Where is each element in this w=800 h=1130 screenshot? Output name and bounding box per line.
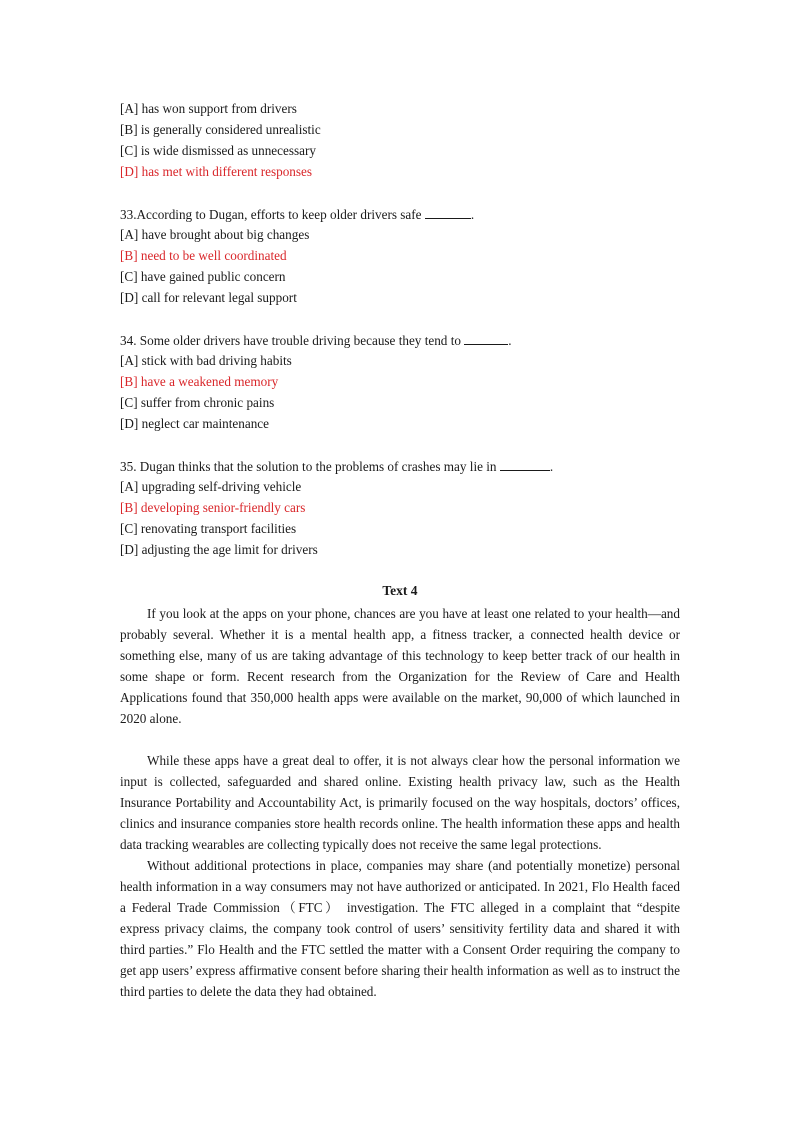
q32-option-b: [B] is generally considered unrealistic — [120, 122, 321, 137]
text4-paragraph-1: If you look at the apps on your phone, chances are you have at least one related to your health—and probably several. Whether it is a mental health app, a fitness tracker, a connected health device or something else, many of us are taking advantage of this technology to keep better track of our health in some shape or form. Recent research from the Organization for the Review of Care and Health Applications found that 350,000 health apps were available on the market, 90,000 of which launched in 2020 alone. — [120, 606, 680, 726]
q34-option-c: [C] suffer from chronic pains — [120, 395, 275, 410]
q33-option-b-answer: [B] need to be well coordinated — [120, 248, 287, 263]
q35-blank — [500, 458, 550, 471]
q34-stem-text: 34. Some older drivers have trouble driving because they tend to — [120, 333, 461, 348]
text4-paragraph-3: Without additional protections in place, companies may share (and potentially monetize) personal health information in a way consumers may not have authorized or anticipated. In 2021, Flo Health faced a Federal Trade Commission（FTC） investigation. The FTC alleged in a complaint that “despite express privacy claims, the company took control of users’ sensitivity fertility data and shared it with third parties.” Flo Health and the FTC settled the matter with a Consent Order requiring the company to get app users’ express affirmative consent before sharing their health information as well as to instruct the third parties to delete the data they had obtained. — [120, 858, 680, 999]
q32-option-a: [A] has won support from drivers — [120, 101, 297, 116]
q34-option-a: [A] stick with bad driving habits — [120, 353, 292, 368]
q33-stem-text: 33.According to Dugan, efforts to keep older drivers safe — [120, 207, 422, 222]
text4-title: Text 4 — [382, 583, 418, 598]
text4-paragraph-2: While these apps have a great deal to offer, it is not always clear how the personal information we input is collected, safeguarded and shared online. Existing health privacy law, such as the Health Insurance Portability and Accountability Act, is primarily focused on the way hospitals, doctors’ offices, clinics and insurance companies store health records online. The health information these apps and health data tracking wearables are collecting typically does not receive the same legal protections. — [120, 753, 680, 852]
q35-stem-text: 35. Dugan thinks that the solution to the problems of crashes may lie in — [120, 459, 497, 474]
q34-stem-end: . — [508, 333, 512, 348]
q35-option-b-answer: [B] developing senior-friendly cars — [120, 500, 306, 515]
q35-option-d: [D] adjusting the age limit for drivers — [120, 542, 318, 557]
q34-blank — [464, 332, 508, 345]
q33-option-d: [D] call for relevant legal support — [120, 290, 297, 305]
q35-option-a: [A] upgrading self-driving vehicle — [120, 479, 302, 494]
q34-option-b-answer: [B] have a weakened memory — [120, 374, 279, 389]
q33-blank — [425, 206, 471, 219]
q33-option-c: [C] have gained public concern — [120, 269, 286, 284]
q35-stem-end: . — [549, 459, 554, 474]
q33-stem-end: . — [470, 207, 475, 222]
q33-stem — [120, 206, 474, 223]
q34-stem — [120, 332, 512, 349]
q35-option-c: [C] renovating transport facilities — [120, 521, 297, 536]
q32-option-c: [C] is wide dismissed as unnecessary — [120, 143, 316, 158]
q32-option-d-answer: [D] has met with different responses — [120, 164, 313, 179]
q35-stem — [120, 458, 553, 475]
q33-option-a: [A] have brought about big changes — [120, 227, 310, 242]
q34-option-d: [D] neglect car maintenance — [120, 416, 270, 431]
